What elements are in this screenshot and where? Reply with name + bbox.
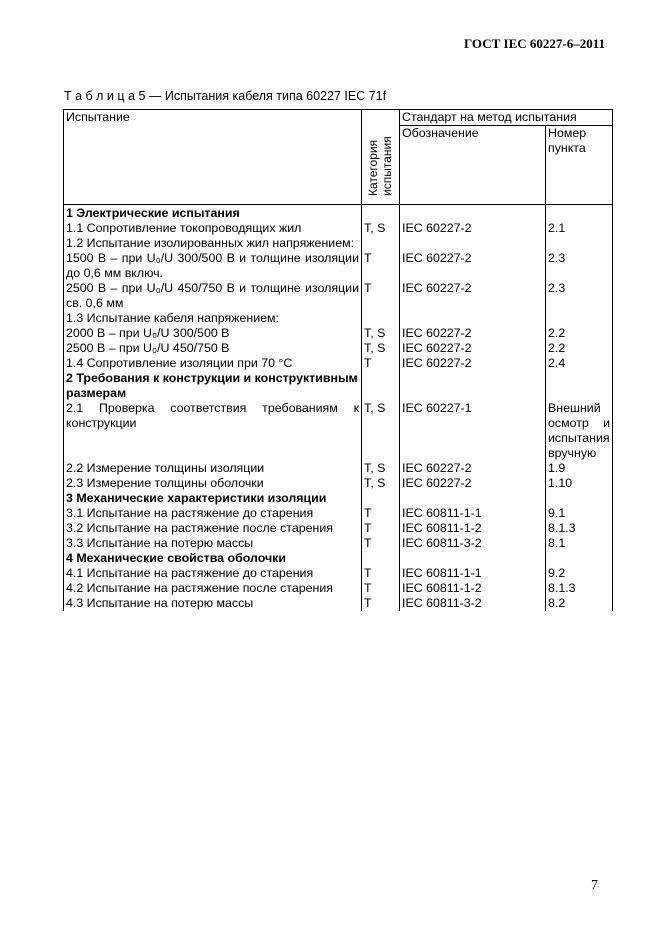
row-test: 1.1 Сопротивление токопроводящих жил xyxy=(64,221,362,236)
table-row xyxy=(64,221,613,236)
row-test: 3.2 Испытание на растяжение после старения xyxy=(64,521,362,536)
row-clause xyxy=(546,205,613,222)
table-row xyxy=(64,311,613,326)
row-test: 4.1 Испытание на растяжение до старения xyxy=(64,566,362,581)
table-row xyxy=(64,236,613,251)
row-category: T, S xyxy=(362,341,400,356)
row-clause xyxy=(546,311,613,326)
row-category xyxy=(362,491,400,506)
table-row xyxy=(64,581,613,596)
table-row xyxy=(64,281,613,311)
table-row xyxy=(64,326,613,341)
row-test: 2.1 Проверка соответствия требованиям к конструкции xyxy=(64,401,362,461)
row-designation xyxy=(400,205,546,222)
row-test: 4 Механические свойства оболочки xyxy=(64,551,362,566)
row-test: 2.2 Измерение толщины изоляции xyxy=(64,461,362,476)
row-designation: IEC 60811-1-1 xyxy=(400,566,546,581)
row-test: 3.3 Испытание на потерю массы xyxy=(64,536,362,551)
row-clause: 8.2 xyxy=(546,596,613,611)
row-designation: IEC 60811-3-2 xyxy=(400,536,546,551)
standard-code-header: ГОСТ IEC 60227-6–2011 xyxy=(463,36,605,51)
row-test: 1.2 Испытание изолированных жил напряжением: xyxy=(64,236,362,251)
header-category-text: Категория испытания xyxy=(366,136,394,196)
row-category: T, S xyxy=(362,461,400,476)
table-row xyxy=(64,205,613,222)
row-test: 1.4 Сопротивление изоляции при 70 °C xyxy=(64,356,362,371)
row-designation: IEC 60227-2 xyxy=(400,341,546,356)
row-category: T xyxy=(362,566,400,581)
row-category: T, S xyxy=(362,476,400,491)
header-test: Испытание xyxy=(64,110,362,205)
row-category: T, S xyxy=(362,326,400,341)
row-category xyxy=(362,236,400,251)
table-row xyxy=(64,401,613,461)
row-category: T xyxy=(362,596,400,611)
row-category xyxy=(362,371,400,401)
row-clause: 2.3 xyxy=(546,251,613,281)
row-test: 2000 В – при U₀/U 300/500 В xyxy=(64,326,362,341)
table-row xyxy=(64,356,613,371)
row-clause xyxy=(546,236,613,251)
row-designation: IEC 60227-2 xyxy=(400,326,546,341)
row-clause xyxy=(546,491,613,506)
header-standard: Стандарт на метод испытания xyxy=(400,110,613,126)
row-clause: 8.1 xyxy=(546,536,613,551)
row-designation: IEC 60227-2 xyxy=(400,356,546,371)
table-row xyxy=(64,596,613,611)
row-test: 1.3 Испытание кабеля напряжением: xyxy=(64,311,362,326)
row-category: T, S xyxy=(362,221,400,236)
table-row xyxy=(64,476,613,491)
row-category: T xyxy=(362,506,400,521)
row-test: 1500 В – при U₀/U 300/500 В и толщине изоляции до 0,6 мм включ. xyxy=(64,251,362,281)
row-designation: IEC 60811-1-2 xyxy=(400,521,546,536)
table-caption: Т а б л и ц а 5 — Испытания кабеля типа 60227 IEC 71f xyxy=(64,89,387,103)
table-row xyxy=(64,371,613,401)
row-designation xyxy=(400,551,546,566)
row-designation xyxy=(400,311,546,326)
row-category: T xyxy=(362,356,400,371)
row-test: 4.2 Испытание на растяжение после старения xyxy=(64,581,362,596)
row-category: T, S xyxy=(362,401,400,461)
row-clause: 1.9 xyxy=(546,461,613,476)
row-clause: 2.2 xyxy=(546,341,613,356)
row-clause: 9.2 xyxy=(546,566,613,581)
table-row xyxy=(64,491,613,506)
row-designation xyxy=(400,491,546,506)
row-test: 3.1 Испытание на растяжение до старения xyxy=(64,506,362,521)
row-designation: IEC 60227-2 xyxy=(400,281,546,311)
table-row xyxy=(64,551,613,566)
table-row xyxy=(64,566,613,581)
header-designation: Обозначение xyxy=(400,126,546,205)
row-designation: IEC 60227-2 xyxy=(400,221,546,236)
row-designation: IEC 60811-1-1 xyxy=(400,506,546,521)
row-test: 2.3 Измерение толщины оболочки xyxy=(64,476,362,491)
row-designation xyxy=(400,236,546,251)
row-test: 2500 В – при U₀/U 450/750 В и толщине изоляции св. 0,6 мм xyxy=(64,281,362,311)
row-designation: IEC 60227-2 xyxy=(400,251,546,281)
table-row xyxy=(64,506,613,521)
header-category xyxy=(362,110,400,205)
row-clause xyxy=(546,371,613,401)
row-test: 3 Механические характеристики изоляции xyxy=(64,491,362,506)
row-clause: Внешний осмотр и испытания вручную xyxy=(546,401,613,461)
row-designation xyxy=(400,371,546,401)
row-clause xyxy=(546,551,613,566)
page-number: 7 xyxy=(591,878,598,893)
row-test: 4.3 Испытание на потерю массы xyxy=(64,596,362,611)
row-category: T xyxy=(362,536,400,551)
row-clause: 1.10 xyxy=(546,476,613,491)
row-clause: 9.1 xyxy=(546,506,613,521)
row-test: 2500 В – при U₀/U 450/750 В xyxy=(64,341,362,356)
row-category: T xyxy=(362,581,400,596)
row-category xyxy=(362,551,400,566)
table-row xyxy=(64,461,613,476)
row-clause: 8.1.3 xyxy=(546,521,613,536)
row-category xyxy=(362,205,400,222)
row-clause: 2.2 xyxy=(546,326,613,341)
row-designation: IEC 60227-1 xyxy=(400,401,546,461)
row-clause: 8.1.3 xyxy=(546,581,613,596)
row-category: T xyxy=(362,521,400,536)
row-category: T xyxy=(362,251,400,281)
row-designation: IEC 60227-2 xyxy=(400,461,546,476)
row-designation: IEC 60811-1-2 xyxy=(400,581,546,596)
table-row xyxy=(64,521,613,536)
row-designation: IEC 60227-2 xyxy=(400,476,546,491)
header-clause: Номер пункта xyxy=(546,126,613,205)
table-row xyxy=(64,341,613,356)
row-clause: 2.4 xyxy=(546,356,613,371)
table-row xyxy=(64,536,613,551)
row-test: 2 Требования к конструкции и конструктивным размерам xyxy=(64,371,362,401)
row-category: T xyxy=(362,281,400,311)
row-category xyxy=(362,311,400,326)
row-test: 1 Электрические испытания xyxy=(64,205,362,222)
row-designation: IEC 60811-3-2 xyxy=(400,596,546,611)
row-clause: 2.3 xyxy=(546,281,613,311)
table-row xyxy=(64,251,613,281)
row-clause: 2.1 xyxy=(546,221,613,236)
tests-table xyxy=(63,109,613,611)
